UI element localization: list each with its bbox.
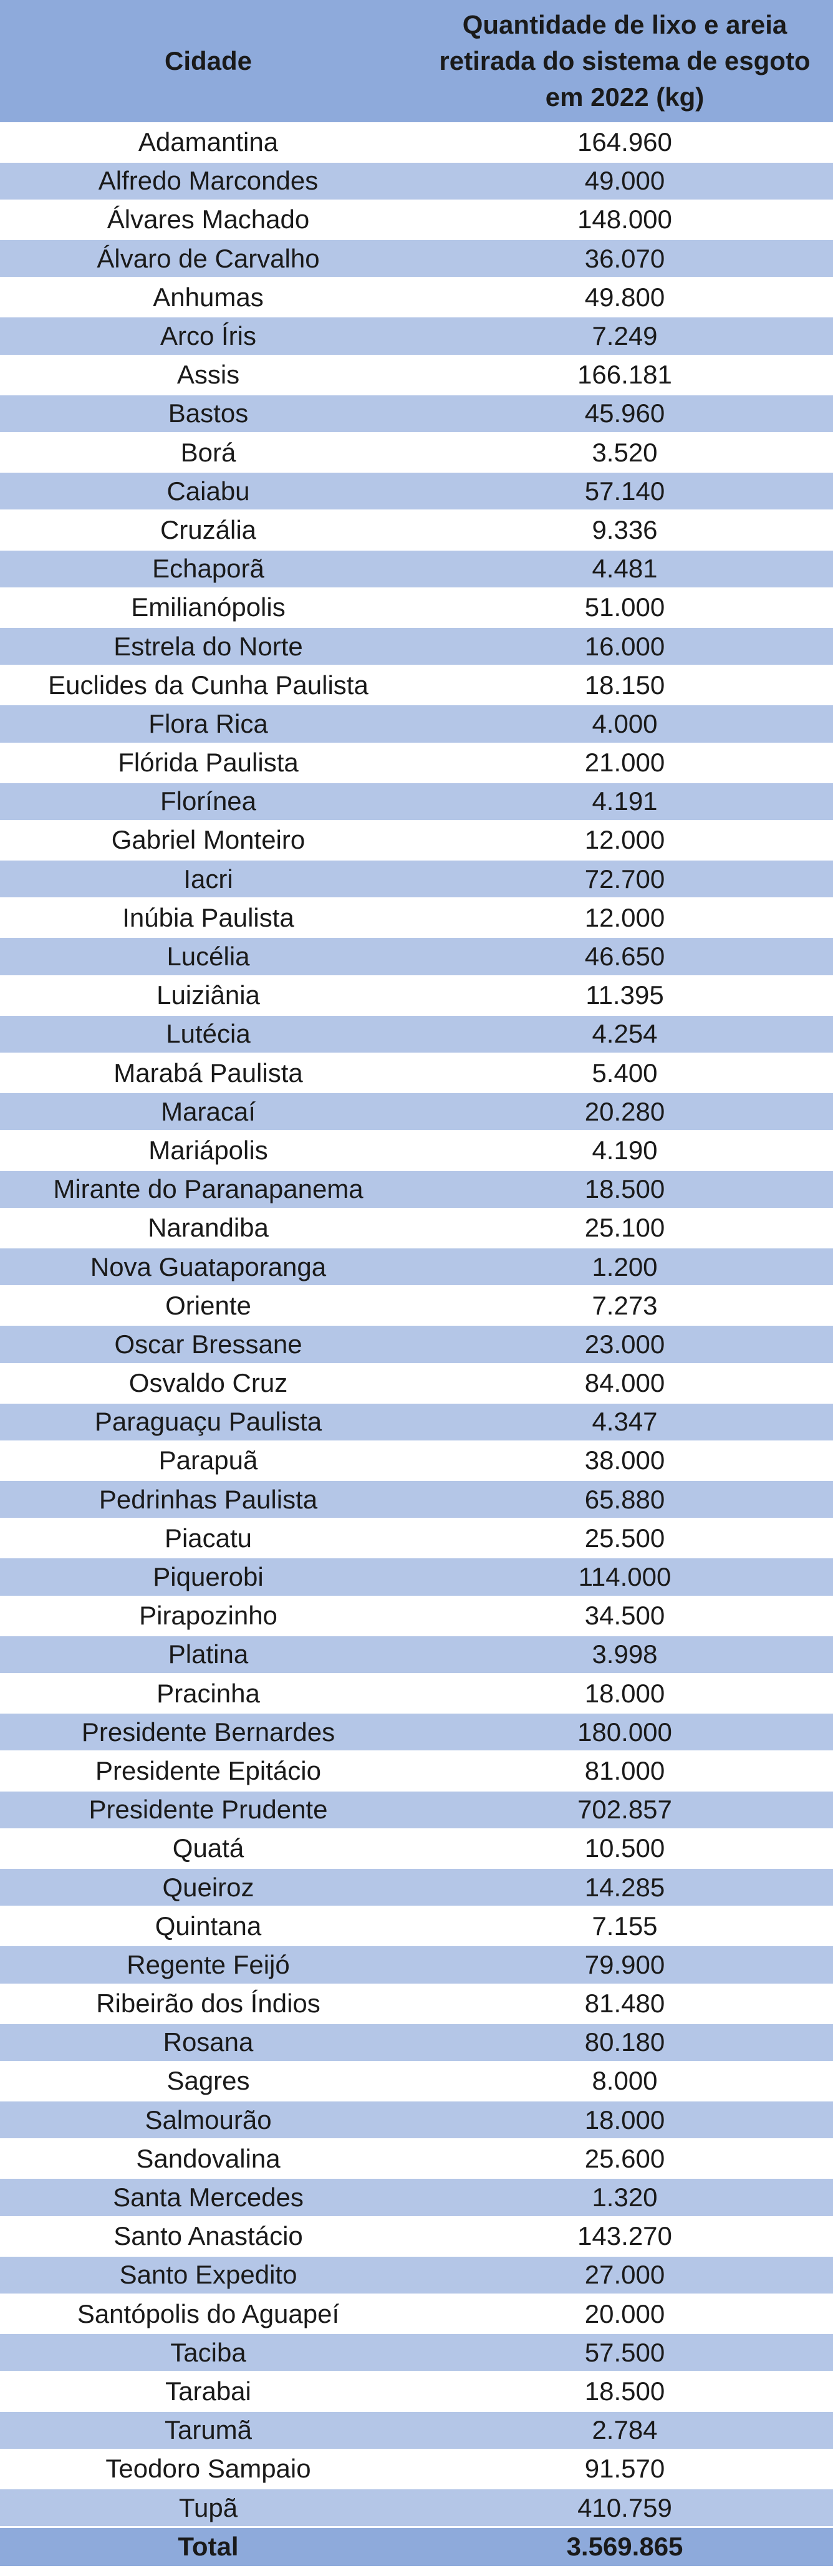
city-cell: Pirapozinho bbox=[0, 1596, 416, 1635]
quantity-cell: 14.285 bbox=[416, 1868, 833, 1906]
quantity-cell: 18.000 bbox=[416, 2101, 833, 2139]
quantity-cell: 5.400 bbox=[416, 1054, 833, 1093]
table-row bbox=[0, 511, 833, 549]
quantity-cell: 80.180 bbox=[416, 2023, 833, 2062]
table-row bbox=[0, 1558, 833, 1596]
quantity-cell: 148.000 bbox=[416, 200, 833, 239]
quantity-cell: 18.150 bbox=[416, 666, 833, 705]
quantity-cell: 91.570 bbox=[416, 2449, 833, 2488]
quantity-cell: 7.155 bbox=[416, 1907, 833, 1946]
quantity-cell: 9.336 bbox=[416, 511, 833, 549]
city-cell: Mirante do Paranapanema bbox=[0, 1170, 416, 1208]
city-cell: Piacatu bbox=[0, 1519, 416, 1558]
table-row bbox=[0, 2178, 833, 2217]
city-cell: Santópolis do Aguapeí bbox=[0, 2295, 416, 2333]
table-row bbox=[0, 2411, 833, 2449]
table-row bbox=[0, 588, 833, 627]
quantity-cell: 10.500 bbox=[416, 1829, 833, 1868]
city-cell: Adamantina bbox=[0, 123, 416, 162]
city-cell: Salmourão bbox=[0, 2101, 416, 2139]
table-row bbox=[0, 1054, 833, 1093]
table-row bbox=[0, 1480, 833, 1519]
quantity-cell: 4.347 bbox=[416, 1402, 833, 1441]
quantity-cell: 20.000 bbox=[416, 2295, 833, 2333]
city-cell: Presidente Prudente bbox=[0, 1790, 416, 1829]
quantity-cell: 57.140 bbox=[416, 472, 833, 511]
table-row bbox=[0, 278, 833, 317]
table-row bbox=[0, 1519, 833, 1558]
quantity-cell: 18.000 bbox=[416, 1674, 833, 1713]
quantity-cell: 16.000 bbox=[416, 627, 833, 665]
table-row bbox=[0, 1984, 833, 2023]
quantity-cell: 11.395 bbox=[416, 976, 833, 1015]
table-row bbox=[0, 2217, 833, 2255]
city-cell: Maracaí bbox=[0, 1093, 416, 1131]
table-row bbox=[0, 472, 833, 511]
quantity-cell: 143.270 bbox=[416, 2217, 833, 2255]
city-cell: Presidente Bernardes bbox=[0, 1713, 416, 1752]
city-cell: Álvares Machado bbox=[0, 200, 416, 239]
quantity-cell: 51.000 bbox=[416, 588, 833, 627]
quantity-cell: 23.000 bbox=[416, 1325, 833, 1364]
city-cell: Sagres bbox=[0, 2062, 416, 2100]
table-row bbox=[0, 1015, 833, 1053]
quantity-cell: 49.000 bbox=[416, 162, 833, 200]
city-cell: Euclides da Cunha Paulista bbox=[0, 666, 416, 705]
table-row bbox=[0, 899, 833, 937]
city-cell: Parapuã bbox=[0, 1441, 416, 1480]
table-row bbox=[0, 1170, 833, 1208]
quantity-cell: 4.481 bbox=[416, 549, 833, 588]
table-row bbox=[0, 1247, 833, 1286]
city-cell: Taciba bbox=[0, 2333, 416, 2372]
table-row bbox=[0, 1829, 833, 1868]
table-row bbox=[0, 2488, 833, 2527]
city-cell: Flórida Paulista bbox=[0, 743, 416, 782]
quantity-cell: 12.000 bbox=[416, 821, 833, 859]
quantity-cell: 3.520 bbox=[416, 433, 833, 472]
table-row bbox=[0, 1752, 833, 1790]
total-label: Total bbox=[0, 2527, 416, 2566]
city-column-header: Cidade bbox=[0, 0, 416, 123]
city-cell: Pedrinhas Paulista bbox=[0, 1480, 416, 1519]
table-row bbox=[0, 162, 833, 200]
city-cell: Iacri bbox=[0, 860, 416, 899]
table-row bbox=[0, 821, 833, 859]
city-cell: Oriente bbox=[0, 1286, 416, 1325]
quantity-cell: 36.070 bbox=[416, 239, 833, 278]
table-row bbox=[0, 355, 833, 394]
table-row bbox=[0, 937, 833, 976]
city-cell: Estrela do Norte bbox=[0, 627, 416, 665]
total-row bbox=[0, 2527, 833, 2566]
table-row bbox=[0, 743, 833, 782]
city-cell: Oscar Bressane bbox=[0, 1325, 416, 1364]
table-row bbox=[0, 2062, 833, 2100]
table-body bbox=[0, 123, 833, 2527]
quantity-cell: 8.000 bbox=[416, 2062, 833, 2100]
table-row bbox=[0, 239, 833, 278]
table-row bbox=[0, 1907, 833, 1946]
city-cell: Echaporã bbox=[0, 549, 416, 588]
city-cell: Santo Anastácio bbox=[0, 2217, 416, 2255]
quantity-cell: 81.000 bbox=[416, 1752, 833, 1790]
city-cell: Santa Mercedes bbox=[0, 2178, 416, 2217]
city-cell: Cruzália bbox=[0, 511, 416, 549]
table-row bbox=[0, 1790, 833, 1829]
quantity-cell: 18.500 bbox=[416, 2372, 833, 2411]
table-row bbox=[0, 782, 833, 821]
quantity-cell: 72.700 bbox=[416, 860, 833, 899]
city-cell: Gabriel Monteiro bbox=[0, 821, 416, 859]
city-cell: Lucélia bbox=[0, 937, 416, 976]
quantity-cell: 166.181 bbox=[416, 355, 833, 394]
quantity-cell: 18.500 bbox=[416, 1170, 833, 1208]
quantity-cell: 7.273 bbox=[416, 1286, 833, 1325]
city-cell: Queiroz bbox=[0, 1868, 416, 1906]
quantity-cell: 57.500 bbox=[416, 2333, 833, 2372]
quantity-cell: 45.960 bbox=[416, 394, 833, 433]
city-cell: Ribeirão dos Índios bbox=[0, 1984, 416, 2023]
city-cell: Florínea bbox=[0, 782, 416, 821]
city-cell: Paraguaçu Paulista bbox=[0, 1402, 416, 1441]
city-cell: Flora Rica bbox=[0, 705, 416, 743]
table-row bbox=[0, 2449, 833, 2488]
city-cell: Presidente Epitácio bbox=[0, 1752, 416, 1790]
quantity-cell: 702.857 bbox=[416, 1790, 833, 1829]
table-row bbox=[0, 549, 833, 588]
quantity-cell: 49.800 bbox=[416, 278, 833, 317]
quantity-cell: 79.900 bbox=[416, 1946, 833, 1984]
table-row bbox=[0, 200, 833, 239]
quantity-cell: 3.998 bbox=[416, 1635, 833, 1674]
quantity-cell: 180.000 bbox=[416, 1713, 833, 1752]
table-row bbox=[0, 1674, 833, 1713]
city-cell: Platina bbox=[0, 1635, 416, 1674]
table-row bbox=[0, 2023, 833, 2062]
quantity-cell: 114.000 bbox=[416, 1558, 833, 1596]
city-cell: Regente Feijó bbox=[0, 1946, 416, 1984]
table-row bbox=[0, 2139, 833, 2178]
quantity-cell: 20.280 bbox=[416, 1093, 833, 1131]
table-row bbox=[0, 1286, 833, 1325]
quantity-cell: 12.000 bbox=[416, 899, 833, 937]
city-cell: Sandovalina bbox=[0, 2139, 416, 2178]
city-cell: Caiabu bbox=[0, 472, 416, 511]
city-cell: Osvaldo Cruz bbox=[0, 1364, 416, 1402]
quantity-column-header: Quantidade de lixo e areia retirada do sistema de esgoto em 2022 (kg) bbox=[416, 0, 833, 123]
city-cell: Álvaro de Carvalho bbox=[0, 239, 416, 278]
table-row bbox=[0, 1946, 833, 1984]
city-cell: Emilianópolis bbox=[0, 588, 416, 627]
quantity-cell: 65.880 bbox=[416, 1480, 833, 1519]
table-row bbox=[0, 2101, 833, 2139]
quantity-cell: 2.784 bbox=[416, 2411, 833, 2449]
quantity-cell: 21.000 bbox=[416, 743, 833, 782]
quantity-cell: 84.000 bbox=[416, 1364, 833, 1402]
quantity-cell: 34.500 bbox=[416, 1596, 833, 1635]
city-cell: Arco Íris bbox=[0, 317, 416, 355]
table-row bbox=[0, 317, 833, 355]
quantity-cell: 7.249 bbox=[416, 317, 833, 355]
city-cell: Pracinha bbox=[0, 1674, 416, 1713]
city-cell: Tarumã bbox=[0, 2411, 416, 2449]
city-cell: Assis bbox=[0, 355, 416, 394]
quantity-cell: 4.000 bbox=[416, 705, 833, 743]
city-cell: Mariápolis bbox=[0, 1131, 416, 1170]
table-row bbox=[0, 1325, 833, 1364]
table-row bbox=[0, 2295, 833, 2333]
city-cell: Lutécia bbox=[0, 1015, 416, 1053]
city-cell: Inúbia Paulista bbox=[0, 899, 416, 937]
quantity-cell: 164.960 bbox=[416, 123, 833, 162]
table-header bbox=[0, 0, 833, 123]
table-row bbox=[0, 1093, 833, 1131]
city-cell: Tarabai bbox=[0, 2372, 416, 2411]
quantity-cell: 25.500 bbox=[416, 1519, 833, 1558]
quantity-cell: 1.200 bbox=[416, 1247, 833, 1286]
quantity-cell: 25.600 bbox=[416, 2139, 833, 2178]
table-row bbox=[0, 2372, 833, 2411]
city-cell: Quintana bbox=[0, 1907, 416, 1946]
table-row bbox=[0, 1131, 833, 1170]
table-footer bbox=[0, 2527, 833, 2566]
table-row bbox=[0, 2255, 833, 2294]
table-row bbox=[0, 705, 833, 743]
table-row bbox=[0, 1635, 833, 1674]
table-row bbox=[0, 1868, 833, 1906]
table-row bbox=[0, 1713, 833, 1752]
city-cell: Anhumas bbox=[0, 278, 416, 317]
table-row bbox=[0, 1596, 833, 1635]
table-row bbox=[0, 1208, 833, 1247]
city-cell: Borá bbox=[0, 433, 416, 472]
city-cell: Piquerobi bbox=[0, 1558, 416, 1596]
city-cell: Bastos bbox=[0, 394, 416, 433]
city-cell: Luiziânia bbox=[0, 976, 416, 1015]
table-row bbox=[0, 433, 833, 472]
quantity-cell: 46.650 bbox=[416, 937, 833, 976]
table-row bbox=[0, 627, 833, 665]
table-row bbox=[0, 2333, 833, 2372]
city-cell: Santo Expedito bbox=[0, 2255, 416, 2294]
city-cell: Marabá Paulista bbox=[0, 1054, 416, 1093]
table-row bbox=[0, 1441, 833, 1480]
city-cell: Teodoro Sampaio bbox=[0, 2449, 416, 2488]
city-cell: Tupã bbox=[0, 2488, 416, 2527]
city-cell: Quatá bbox=[0, 1829, 416, 1868]
total-value: 3.569.865 bbox=[416, 2527, 833, 2566]
header-row bbox=[0, 0, 833, 123]
table-row bbox=[0, 123, 833, 162]
city-cell: Rosana bbox=[0, 2023, 416, 2062]
quantity-cell: 410.759 bbox=[416, 2488, 833, 2527]
table-row bbox=[0, 860, 833, 899]
table-row bbox=[0, 394, 833, 433]
table-row bbox=[0, 666, 833, 705]
quantity-cell: 25.100 bbox=[416, 1208, 833, 1247]
quantity-cell: 4.190 bbox=[416, 1131, 833, 1170]
table-row bbox=[0, 1364, 833, 1402]
city-cell: Nova Guataporanga bbox=[0, 1247, 416, 1286]
city-cell: Narandiba bbox=[0, 1208, 416, 1247]
city-cell: Alfredo Marcondes bbox=[0, 162, 416, 200]
table-row bbox=[0, 976, 833, 1015]
quantity-cell: 27.000 bbox=[416, 2255, 833, 2294]
quantity-cell: 4.191 bbox=[416, 782, 833, 821]
quantity-cell: 4.254 bbox=[416, 1015, 833, 1053]
quantity-cell: 38.000 bbox=[416, 1441, 833, 1480]
quantity-cell: 1.320 bbox=[416, 2178, 833, 2217]
quantity-cell: 81.480 bbox=[416, 1984, 833, 2023]
table-row bbox=[0, 1402, 833, 1441]
